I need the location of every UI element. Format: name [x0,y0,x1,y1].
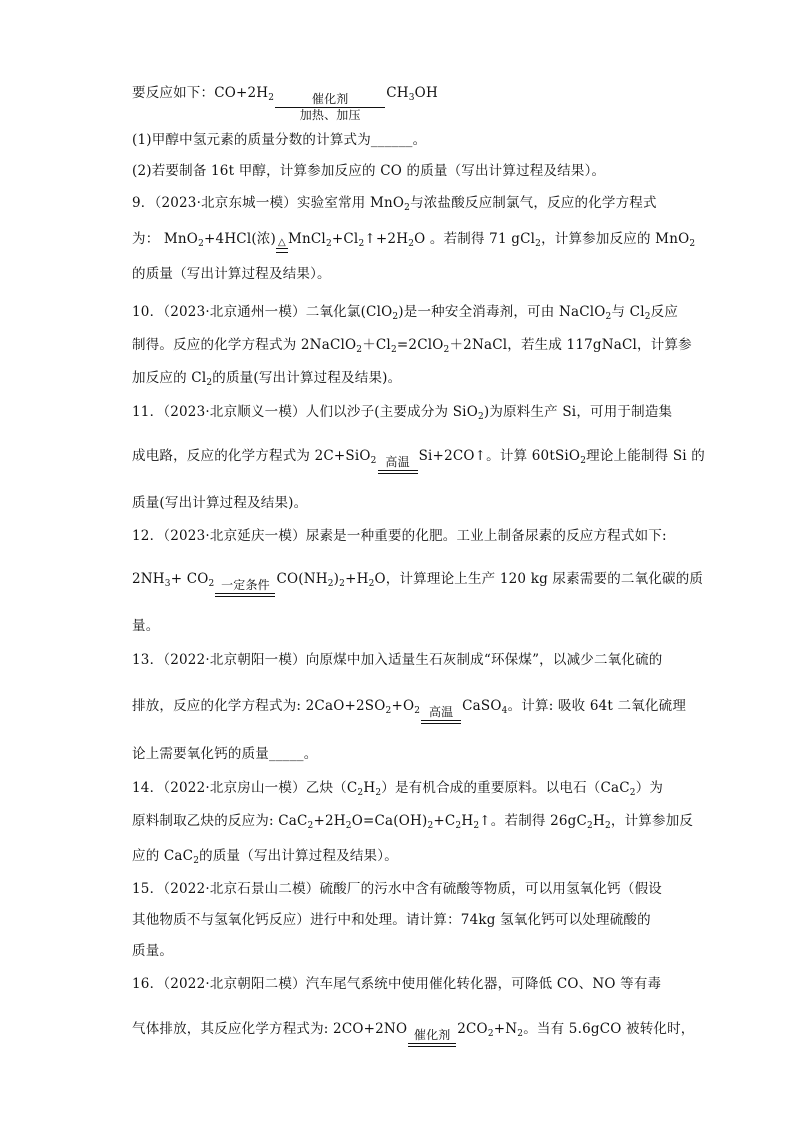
equals-sign [276,248,288,253]
question-10-line2 [132,336,692,359]
equals-bar [378,473,418,474]
subscript: 2 [443,345,450,355]
question-11-line2 [132,447,705,474]
text: O 。若制得 71 gCl [414,231,536,247]
subscript: 2 [339,579,346,589]
subscript: 4 [501,706,508,716]
subscript: 2 [375,788,382,798]
condition-bottom: 加热、加压 [299,108,361,122]
subscript: 2 [357,788,364,798]
subscript: 2 [206,378,213,388]
text: 2CO [457,1021,488,1037]
text: 。当有 5.6gCO 被转化时， [523,1021,695,1037]
text: 应的 CaC [132,848,194,864]
question-15-line2: 其他物质不与氢氧化钙反应）进行中和处理。请计算：74kg 氢氧化钙可以处理硫酸的 [132,912,651,928]
text: ）是有机合成的重要原料。以电石（CaC [381,780,630,796]
text: 理论上能制得 Si 的 [586,448,705,464]
question-12-line1: 12．（2023·北京延庆一模）尿素是一种重要的化肥。工业上制备尿素的反应方程式如下: [132,528,667,544]
subscript: 2 [368,579,375,589]
question-9-line2 [132,230,696,253]
text: H [461,813,474,829]
subscript: 2 [325,239,332,249]
text: +Cl [331,231,359,247]
text: ) [333,571,340,587]
subscript: 2 [356,345,363,355]
subscript: 2 [404,203,411,213]
subscript: 2 [587,821,593,831]
text: 成电路，反应的化学方程式为 2C+SiO [132,448,371,464]
text: ，计算参加反应的 MnO [541,231,690,247]
text: H [592,813,605,829]
subscript: 2 [689,239,696,249]
subscript: 2 [427,821,434,831]
text: ＋2NaCl，若生成 117gNaCl，计算参 [449,337,692,353]
condition-top: 催化剂 [413,1028,451,1042]
text: CaSO [462,698,502,714]
subscript: 2 [487,1029,494,1039]
text: 。计算: 吸收 64t 二氧化硫理 [507,698,687,714]
text: H [363,780,376,796]
subscript: 3 [164,579,171,589]
subscript: 2 [535,239,542,249]
text: 反应 [650,304,679,320]
question-12-line2 [132,570,704,597]
subscript: 2 [414,706,421,716]
subscript: 3 [408,93,415,103]
equals-bar [378,470,418,471]
text: +H [345,571,369,587]
text: MnCl [287,231,326,247]
text: 要反应如下：CO+2H [132,85,269,101]
text: 9．（2023·北京东城一模）实验室常用 MnO [132,195,405,211]
text: ↑。若制得 26gC [479,813,588,829]
text: 与浓盐酸反应制氯气，反应的化学方程式 [410,195,657,211]
equals-bar [421,720,461,721]
text: Si+2CO↑。计算 60tSiO [418,448,581,464]
text: +C [433,813,456,829]
question-10-line1 [132,303,679,326]
question-11-line1 [132,403,672,426]
equals-bar [408,1046,456,1047]
reaction-condition [378,455,418,474]
text: 与 Cl [611,304,645,320]
heat-condition [276,238,288,253]
text: 14．（2022·北京房山一模）乙炔（C [132,780,358,796]
text: + CO [170,571,209,587]
text: CO(NH [276,571,328,587]
subscript: 2 [345,821,352,831]
question-16-line1: 16．（2022·北京朝阳二模）汽车尾气系统中使用催化转化器，可降低 CO、NO 等有毒 [132,976,662,992]
question-12-line3: 量。 [132,618,160,634]
subscript: 2 [268,93,275,103]
subscript: 2 [327,579,334,589]
subscript: 2 [208,579,215,589]
question-8-1: (1)甲醇中氢元素的质量分数的计算式为______。 [132,132,427,148]
question-14-line2 [132,812,694,835]
line-reaction-intro [132,84,672,122]
subscript: 2 [517,1029,524,1039]
reaction-condition [215,578,275,597]
condition-top: 高温 [428,705,454,719]
subscript: 2 [477,412,484,422]
text: ）为 [635,780,664,796]
text: 11．（2023·北京顺义一模）人们以沙子(主要成分为 SiO [132,404,478,420]
text: )为原料生产 Si，可用于制造集 [483,404,673,420]
subscript: 2 [455,821,462,831]
question-8-2: (2)若要制备 16t 甲醇，计算参加反应的 CO 的质量（写出计算过程及结果）。 [132,163,606,179]
text: O=Ca(OH) [351,813,428,829]
text: +4HCl(浓) [204,231,276,247]
subscript: 2 [629,788,636,798]
text: )是一种安全消毒剂，可由 NaClO [398,304,606,320]
condition-top: 高温 [385,455,410,469]
text: 10．（2023·北京通州一模）二氧化氯(ClO [132,304,393,320]
text: +2H [313,813,346,829]
question-9-line1 [132,194,672,217]
question-9-line3: 的质量（写出计算过程及结果）。 [132,266,331,282]
question-10-line3 [132,369,672,392]
question-14-line3 [132,847,672,870]
subscript: 2 [385,706,392,716]
text: 排放，反应的化学方程式为: 2CaO+2SO [132,698,386,714]
subscript: 2 [604,821,611,831]
subscript: 2 [605,312,612,322]
question-13-line1: 13．（2022·北京朝阳一模）向原煤中加入适量生石灰制成“环保煤”，以减少二氧化硫的 [132,652,663,668]
text: ↑+2H [364,231,409,247]
reaction-condition [275,92,385,122]
text: ，计算参加反 [610,813,694,829]
text: =2ClO [396,337,444,353]
text: CH [386,85,409,101]
text: 气体排放，其反应化学方程式为: 2CO+2NO [132,1021,408,1037]
subscript: 2 [408,239,415,249]
text: +N [493,1021,518,1037]
equals-bar [408,1043,456,1044]
equals-bar [215,593,275,594]
text: O，计算理论上生产 120 kg 尿素需要的二氧化碳的质 [374,571,704,587]
condition-top: 催化剂 [311,92,349,106]
text: 为： MnO [132,231,199,247]
question-16-line2 [132,1020,695,1047]
text: 制得。反应的化学方程式为 2NaClO [132,337,357,353]
text: 2NH [132,571,165,587]
equals-bar [421,723,461,724]
subscript: 2 [358,239,365,249]
subscript: 2 [644,312,651,322]
subscript: 2 [198,239,205,249]
equals-bar [215,596,275,597]
question-14-line1 [132,779,672,802]
text: 的质量(写出计算过程及结果)。 [212,370,402,386]
question-13-line3: 论上需要氧化钙的质量_____。 [132,746,318,762]
text: 原料制取乙炔的反应为: CaC [132,813,308,829]
delta-symbol: △ [278,237,286,248]
text: +O [391,698,415,714]
text: OH [414,85,438,101]
subscript: 2 [193,856,200,866]
text: ＋Cl [362,337,391,353]
question-15-line1: 15．（2022·北京石景山二模）硫酸厂的污水中含有硫酸等物质，可以用氢氧化钙（假设 [132,881,662,897]
subscript: 2 [370,456,377,466]
question-13-line2 [132,697,687,724]
subscript: 2 [473,821,480,831]
question-11-line3: 质量(写出计算过程及结果)。 [132,495,308,511]
condition-top: 一定条件 [221,578,270,592]
subscript: 2 [390,345,397,355]
text: 的质量（写出计算过程及结果）。 [199,848,398,864]
reaction-condition [408,1028,456,1047]
reaction-condition [421,705,461,724]
question-15-line3: 质量。 [132,943,174,959]
text: 加反应的 Cl [132,370,207,386]
subscript: 2 [580,456,587,466]
subscript: 2 [307,821,314,831]
subscript: 2 [392,312,399,322]
